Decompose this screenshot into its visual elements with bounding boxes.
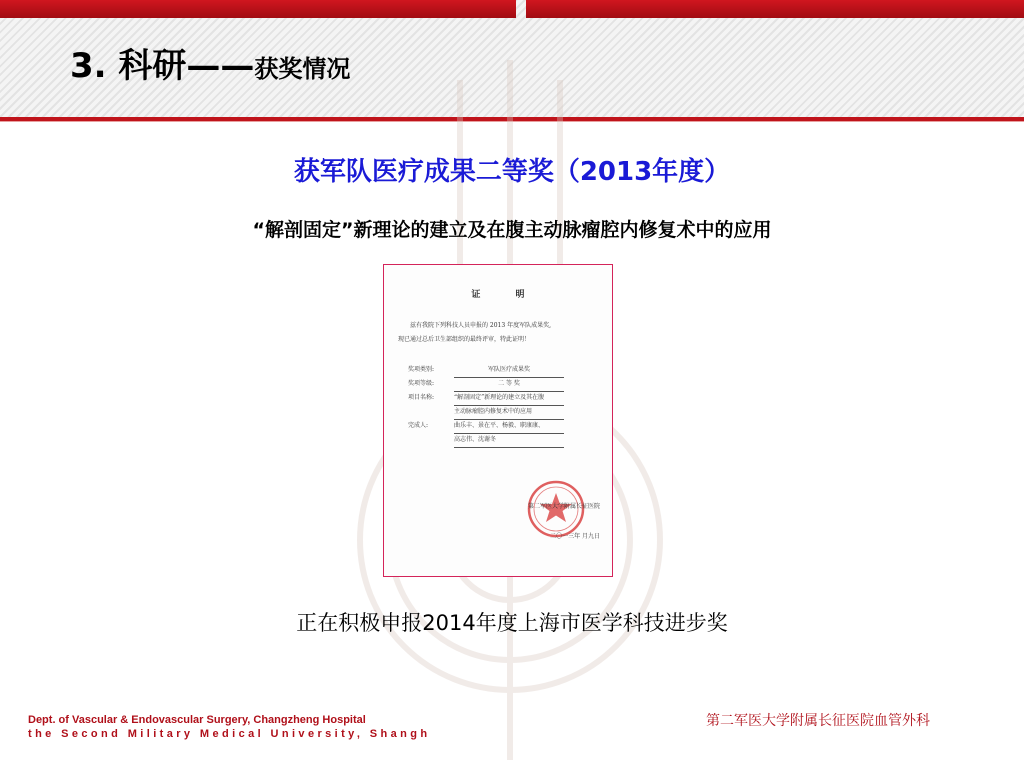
slide-title <box>70 44 350 91</box>
certificate-field-label: 奖项类别: <box>408 366 435 373</box>
certificate-field-row <box>408 419 598 433</box>
footer-english-line: Dept. of Vascular & Endovascular Surgery, Changzheng Hospital <box>28 714 366 726</box>
certificate-issuer: 第二军医大学附属长征医院 <box>527 503 600 510</box>
award-certificate <box>383 264 613 577</box>
application-note: 正在积极申报2014年度上海市医学科技进步奖 <box>296 611 728 635</box>
certificate-field-value: “解剖固定”新理论的建立及其在腹 <box>454 391 564 406</box>
certificate-body-line: 现已通过总后卫生部组织的最终评审，特此证明！ <box>398 336 531 343</box>
certificate-field-value: 主动脉瘤腔内修复术中的应用 <box>454 405 564 420</box>
certificate-field-row <box>408 405 598 419</box>
certificate-body <box>398 319 598 347</box>
certificate-field-row <box>408 433 598 447</box>
certificate-body-line: 兹有我院下列科技人员申报的 2013 年度军队成果奖, <box>410 322 551 329</box>
header-red-bar-left <box>0 0 516 18</box>
certificate-field-label: 奖项等级: <box>408 380 435 387</box>
certificate-field-label: 项目名称: <box>408 394 435 401</box>
certificate-heading: 证 明 <box>471 290 541 300</box>
slide-title-main: 3. 科研—— <box>70 46 255 86</box>
certificate-field-label: 完成人: <box>408 422 429 429</box>
certificate-field-value: 军队医疗成果奖 <box>454 363 564 378</box>
footer-department-english <box>28 713 431 741</box>
award-title: 获军队医疗成果二等奖（2013年度） <box>293 157 731 187</box>
certificate-field-row <box>408 363 598 377</box>
header-red-bar-right <box>526 0 1024 18</box>
certificate-date: 二〇一三年 月九日 <box>550 533 600 540</box>
certificate-field-value: 曲乐丰、景在平、杨毅、职康康、 <box>454 419 564 434</box>
project-title: “解剖固定”新理论的建立及在腹主动脉瘤腔内修复术中的应用 <box>252 219 772 241</box>
footer-department-chinese: 第二军医大学附属长征医院血管外科 <box>706 713 930 729</box>
certificate-field-value: 二 等 奖 <box>454 377 564 392</box>
certificate-field-row <box>408 391 598 405</box>
slide-title-sub: 获奖情况 <box>254 55 351 83</box>
certificate-field-value: 高志伟、沈谢冬 <box>454 433 564 448</box>
certificate-field-row <box>408 377 598 391</box>
certificate-fields <box>408 363 598 447</box>
footer-english-line: the Second Military Medical University, Shangh <box>28 728 431 740</box>
